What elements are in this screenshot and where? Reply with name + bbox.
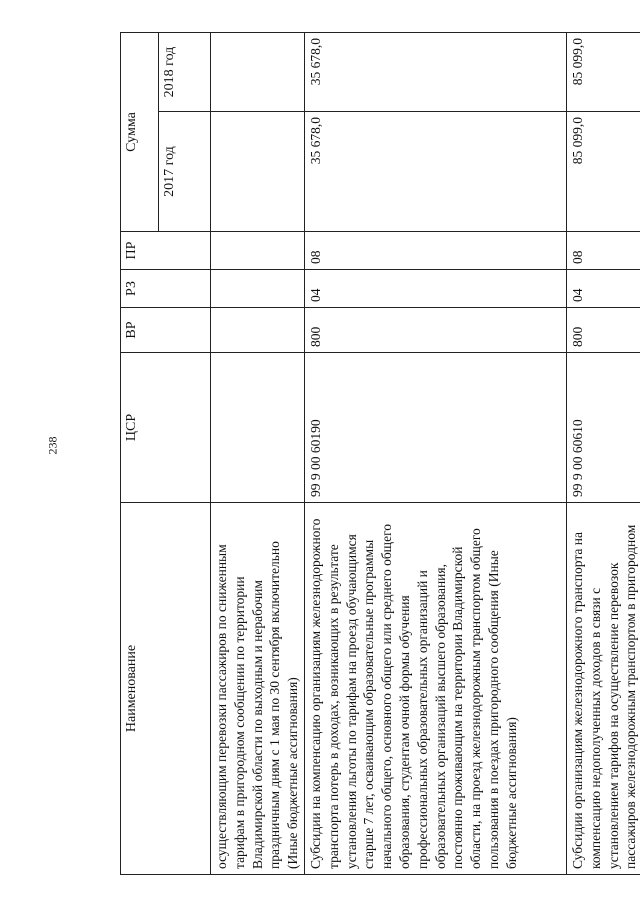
row-2018: [211, 33, 305, 112]
row-rz: [211, 270, 305, 308]
header-name: Наименование: [121, 503, 211, 875]
header-rz: РЗ: [121, 270, 211, 308]
row-2017: [211, 112, 305, 232]
budget-table: [120, 32, 640, 875]
row-csr: 99 9 00 60190: [304, 353, 566, 503]
header-pr: ПР: [121, 232, 211, 270]
header-csr: ЦСР: [121, 353, 211, 503]
page-number: 238: [45, 436, 60, 455]
table-row: [211, 33, 305, 875]
row-rz: 04: [304, 270, 566, 308]
header-year-2017: 2017 год: [159, 112, 211, 232]
row-name: Субсидии на компенсацию организациям железнодорожного транспорта потерь в доходах, возникающих в результате установления льготы по тарифам на проезд обучающимся старше 7 лет, осваивающим образовательные программы начального общего, основного общего или среднего общего образования, студентам очной формы обучения профессиональных образовательных организаций и образовательных организаций высшего образования, постоянно проживающим на территории Владимирской области, на проезд железнодорожным транспортом общего пользования в поездах пригородного сообщения (Иные бюджетные ассигнования): [304, 503, 566, 875]
table-row: [566, 33, 640, 875]
row-name: Субсидии организациям железнодорожного транспорта на компенсацию недополученных доходов в связи с установлением тарифов на осуществление перевозок пассажиров железнодорожным транспортом в пригородном: [566, 503, 640, 875]
row-rz: 04: [566, 270, 640, 308]
header-year-2018: 2018 год: [159, 33, 211, 112]
header-sum: Сумма: [121, 33, 159, 232]
row-pr: 08: [304, 232, 566, 270]
row-2017: 35 678,0: [304, 112, 566, 232]
row-csr: 99 9 00 60610: [566, 353, 640, 503]
header-vr: ВР: [121, 308, 211, 353]
row-csr: [211, 353, 305, 503]
row-name: осуществляющим перевозки пассажиров по сниженным тарифам в пригородном сообщении по территории Владимирской области по выходным и нерабочим праздничным дням с 1 мая по 30 сентября включительно (Иные бюджетные ассигнования): [211, 503, 305, 875]
row-vr: 800: [566, 308, 640, 353]
row-pr: 08: [566, 232, 640, 270]
row-2018: 35 678,0: [304, 33, 566, 112]
header-row-top: [121, 33, 159, 875]
row-2018: 85 099,0: [566, 33, 640, 112]
row-pr: [211, 232, 305, 270]
table-row: [304, 33, 566, 875]
row-2017: 85 099,0: [566, 112, 640, 232]
row-vr: 800: [304, 308, 566, 353]
row-vr: [211, 308, 305, 353]
